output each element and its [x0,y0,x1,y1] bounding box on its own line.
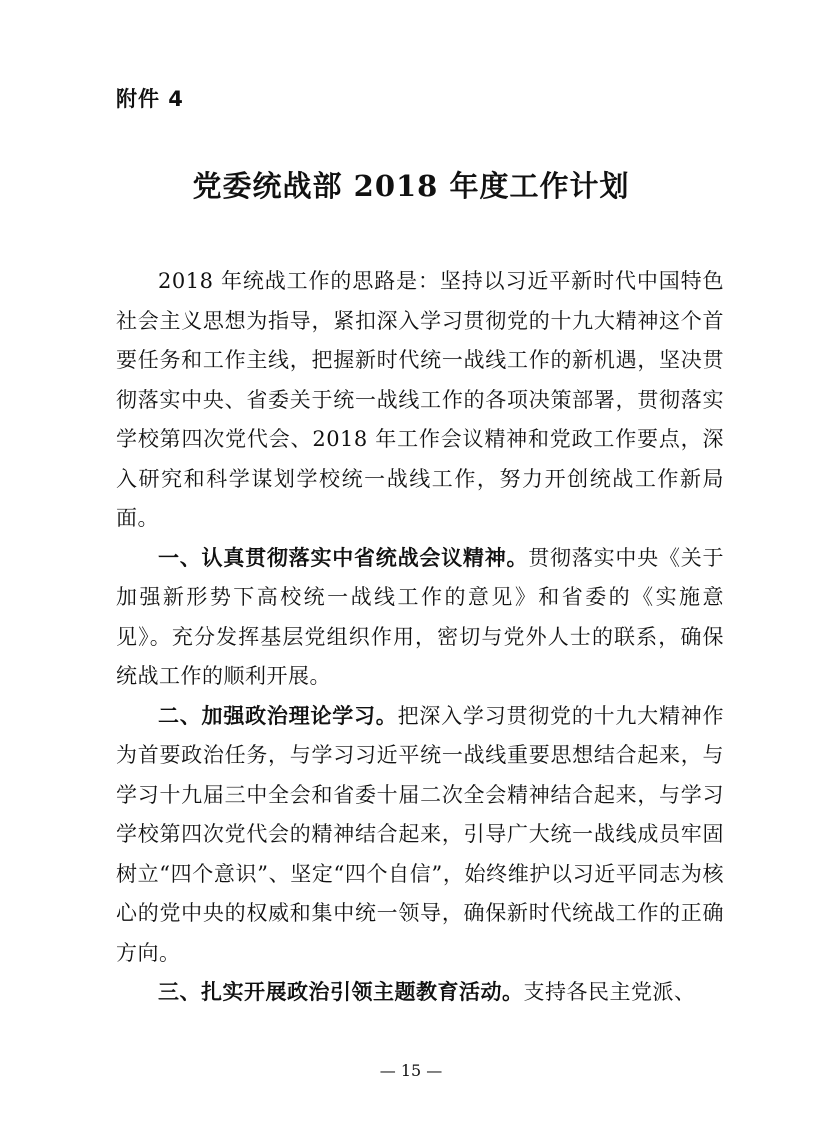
document-title: 党委统战部 2018 年度工作计划 [192,169,630,203]
document-body [116,262,724,1013]
section-heading: 三、扎实开展政治引领主题教育活动。 [158,980,524,1004]
paragraph-intro [116,262,724,539]
section-heading: 一、认真贯彻落实中省统战会议精神。 [158,545,529,570]
paragraph-text: 支持各民主党派、 [523,980,696,1004]
paragraph-section-3 [116,973,724,1013]
paragraph-text: 把深入学习贯彻党的十九大精神作为首要政治任务，与学习习近平统一战线重要思想结合起来，与学习十九届三中全会和省委十届二次全会精神结合起来，与学习学校第四次党代会的精神结合起来，引导广大统一战线成员牢固树立“四个意识”、坚定“四个自信”，始终维护以习近平同志为核心的党中央的权威和集中统一领导，确保新时代统战工作的正确方向。 [116,703,725,965]
paragraph-text: 贯彻落实中央《关于加强新形势下高校统一战线工作的意见》和省委的《实施意见》。充分发挥基层党组织作用，密切与党外人士的联系，确保统战工作的顺利开展。 [116,545,725,688]
attachment-label: 附件 4 [116,87,184,111]
page-number: — 15 — [379,1061,443,1080]
paragraph-section-1 [116,539,724,697]
section-heading: 二、加强政治理论学习。 [158,703,398,728]
paragraph-section-2 [116,697,724,974]
paragraph-text: 2018 年统战工作的思路是：坚持以习近平新时代中国特色社会主义思想为指导，紧扣深入学习贯彻党的十九大精神这个首要任务和工作主线，把握新时代统一战线工作的新机遇，坚决贯彻落实中央、省委关于统一战线工作的各项决策部署，贯彻落实学校第四次党代会、2018 年工作会议精神和党政工作要点，深入研究和科学谋划学校统一战线工作，努力开创统战工作新局面。 [116,269,724,530]
